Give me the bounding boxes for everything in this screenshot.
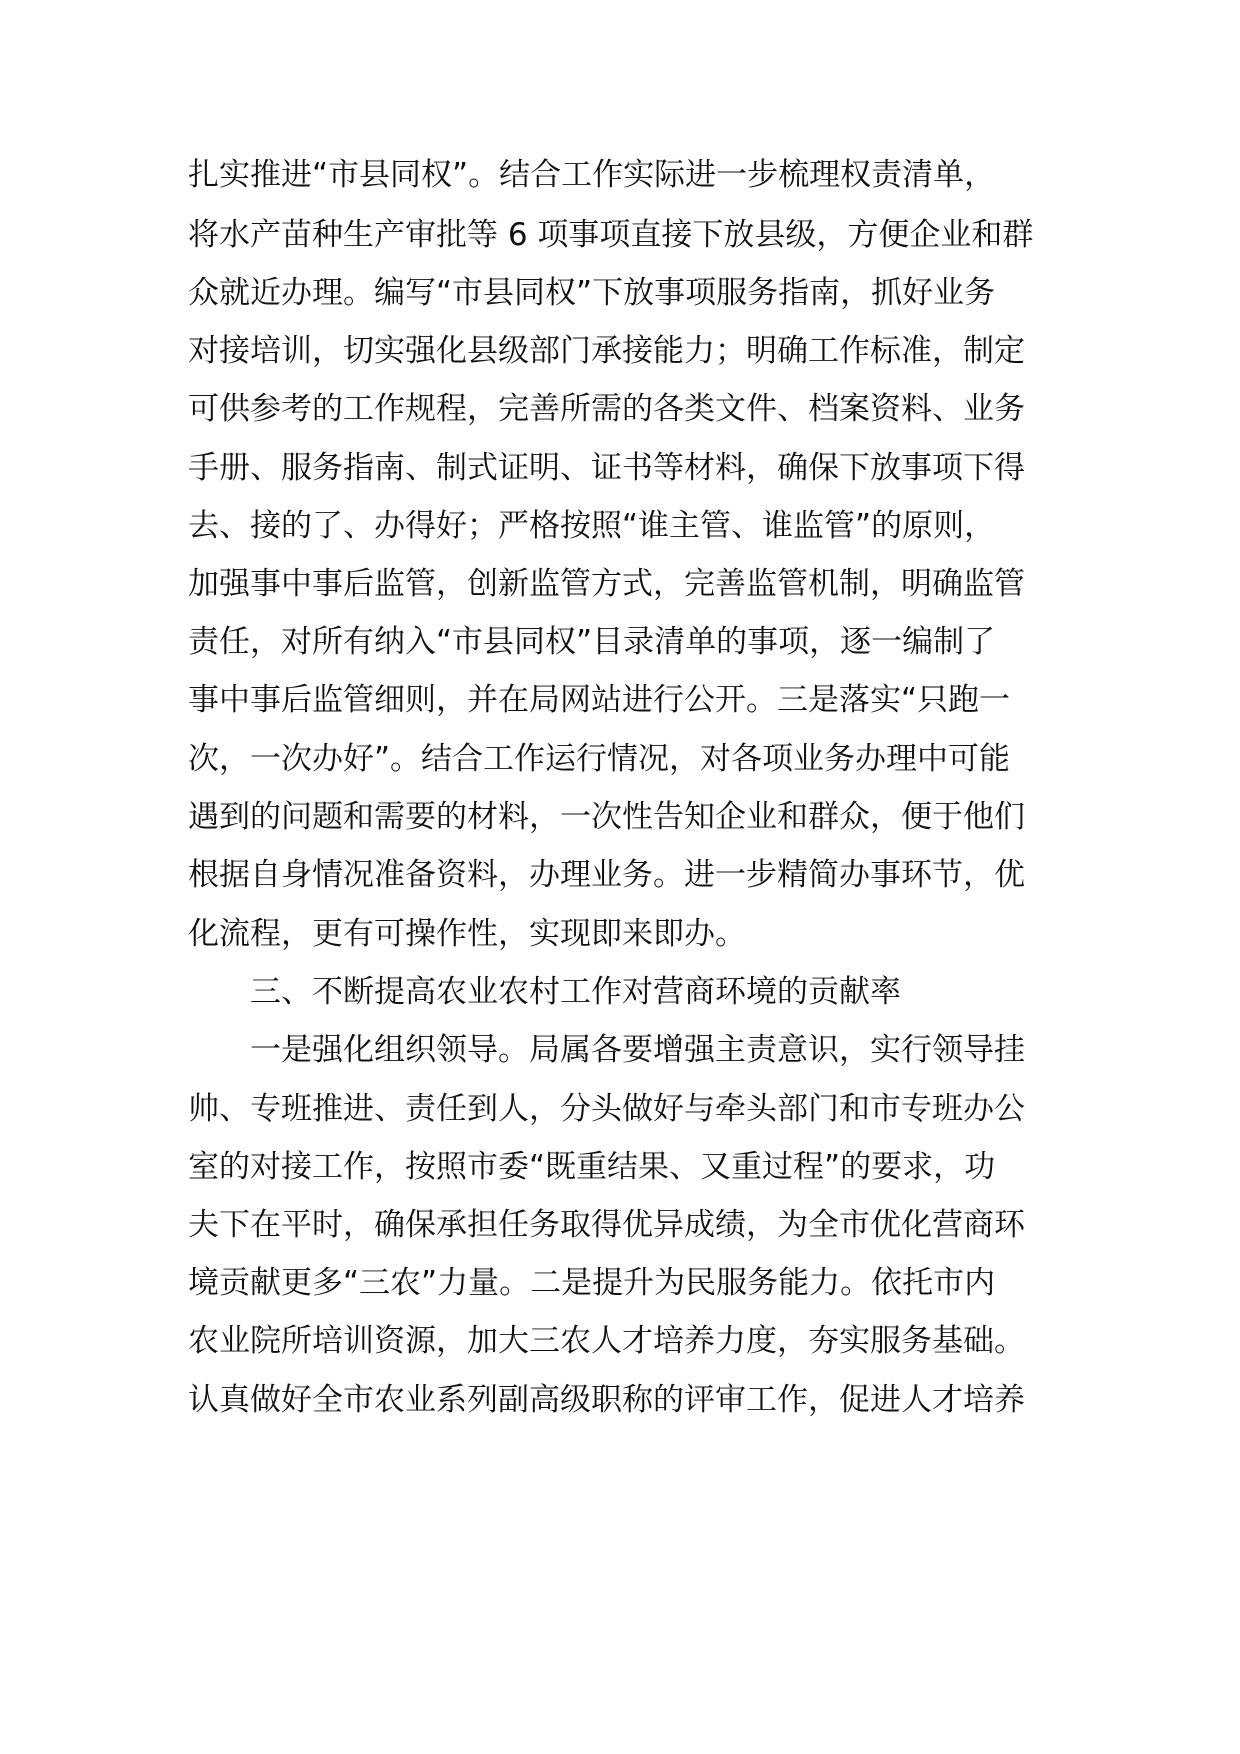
section-heading: 三、不断提高农业农村工作对营商环境的贡献率 (250, 974, 901, 1010)
body-line-6: 手册、服务指南、制式证明、证书等材料，确保下放事项下得 (188, 450, 1025, 486)
body-line-4: 对接培训，切实强化县级部门承接能力；明确工作标准，制定 (188, 333, 1025, 369)
body-line-12: 遇到的问题和需要的材料，一次性告知企业和群众，便于他们 (188, 799, 1025, 835)
body-line-5: 可供参考的工作规程，完善所需的各类文件、档案资料、业务 (188, 391, 1025, 427)
body-line-14: 化流程，更有可操作性，实现即来即办。 (188, 916, 746, 952)
body-line-1: 扎实推进“市县同权”。结合工作实际进一步梳理权责清单， (188, 157, 996, 193)
body-line-7: 去、接的了、办得好；严格按照“谁主管、谁监管”的原则， (188, 508, 996, 544)
body-line-16: 一是强化组织领导。局属各要增强主责意识，实行领导挂 (250, 1032, 1025, 1068)
body-line-8: 加强事中事后监管，创新监管方式，完善监管机制，明确监管 (188, 566, 1025, 602)
body-line-3: 众就近办理。编写“市县同权”下放事项服务指南，抓好业务 (188, 275, 996, 311)
body-line-20: 境贡献更多“三农”力量。二是提升为民服务能力。依托市内 (188, 1265, 996, 1301)
body-line-17: 帅、专班推进、责任到人，分头做好与牵头部门和市专班办公 (188, 1091, 1025, 1127)
body-line-18: 室的对接工作，按照市委“既重结果、又重过程”的要求，功 (188, 1149, 996, 1185)
body-line-19: 夫下在平时，确保承担任务取得优异成绩，为全市优化营商环 (188, 1207, 1025, 1243)
body-line-13: 根据自身情况准备资料，办理业务。进一步精简办事环节，优 (188, 857, 1025, 893)
body-line-9: 责任，对所有纳入“市县同权”目录清单的事项，逐一编制了 (188, 624, 996, 660)
body-line-10: 事中事后监管细则，并在局网站进行公开。三是落实“只跑一 (188, 682, 1011, 718)
body-line-2: 将水产苗种生产审批等 6 项事项直接下放县级，方便企业和群 (188, 217, 1034, 253)
body-line-21: 农业院所培训资源，加大三农人才培养力度，夯实服务基础。 (188, 1323, 1025, 1359)
body-line-11: 次，一次办好”。结合工作运行情况，对各项业务办理中可能 (188, 741, 1011, 777)
body-line-22: 认真做好全市农业系列副高级职称的评审工作，促进人才培养 (188, 1382, 1025, 1418)
